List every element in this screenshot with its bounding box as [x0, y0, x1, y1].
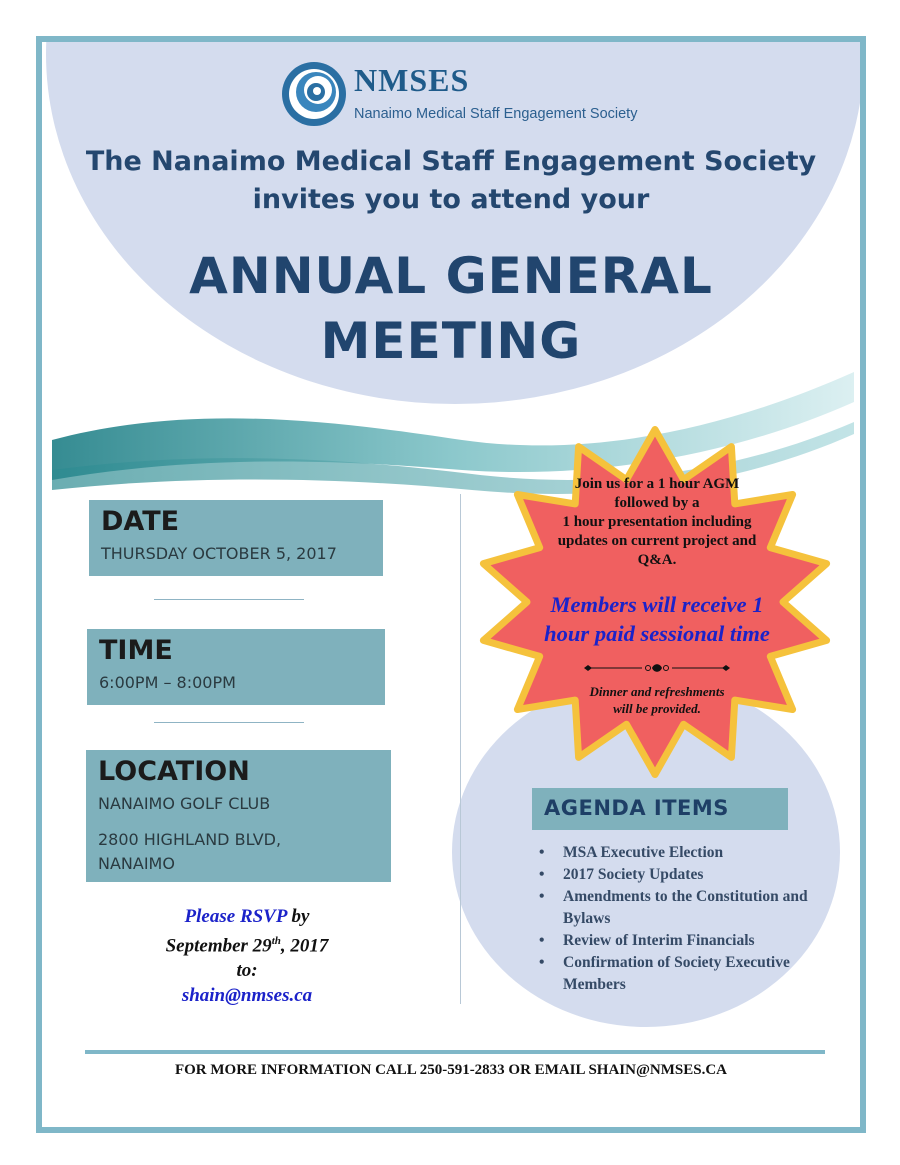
logo-subtitle: Nanaimo Medical Staff Engagement Society [354, 106, 638, 122]
rsvp-date-sup: th [271, 935, 281, 947]
footer-rule [85, 1050, 825, 1054]
location-box [86, 750, 391, 882]
invite-line-1: The Nanaimo Medical Staff Engagement Society [85, 146, 817, 177]
agenda-item: • MSA Executive Election [535, 842, 825, 864]
rsvp-line-2 [112, 929, 382, 958]
location-line-3: NANAIMO [98, 854, 175, 873]
rsvp-date-prefix: September 29 [165, 935, 272, 957]
star-highlight [497, 590, 817, 648]
rsvp-block [112, 904, 382, 1008]
location-label: LOCATION [98, 756, 250, 787]
agenda-item: • Amendments to the Constitution and Bylaws [535, 886, 825, 930]
flyer-frame [36, 36, 866, 1133]
agenda-list [535, 842, 825, 996]
star-note [512, 683, 802, 717]
date-box [89, 500, 383, 576]
rsvp-by: by [286, 906, 310, 927]
invite-line-2: invites you to attend your [252, 184, 650, 215]
time-label: TIME [99, 635, 173, 666]
star-highlight-line-1: Members will receive 1 [550, 592, 764, 617]
time-value: 6:00PM – 8:00PM [99, 673, 236, 692]
agenda-title: AGENDA ITEMS [544, 796, 729, 820]
footer-contact: FOR MORE INFORMATION CALL 250-591-2833 OR EMAIL SHAIN@NMSES.CA [174, 1062, 728, 1078]
divider-2 [154, 722, 304, 723]
rsvp-date-suffix: , 2017 [280, 935, 329, 957]
rsvp-to: to: [236, 960, 258, 982]
star-note-line-2: will be provided. [613, 701, 701, 716]
star-intro-line-2: followed by a [614, 495, 700, 511]
ornament-divider-icon [582, 660, 732, 676]
agenda-item: • Confirmation of Society Executive Members [535, 952, 825, 996]
nmses-logo [280, 60, 640, 130]
star-intro-line-5: Q&A. [637, 552, 677, 568]
spiral-logo-icon [280, 60, 348, 128]
rsvp-please: Please RSVP [184, 906, 287, 927]
star-intro-line-1: Join us for a 1 hour AGM [574, 476, 740, 492]
date-label: DATE [101, 506, 180, 537]
agenda-title-box [532, 788, 788, 830]
agenda-item: • 2017 Society Updates [535, 864, 825, 886]
date-value: THURSDAY OCTOBER 5, 2017 [101, 544, 337, 563]
star-intro-line-3: 1 hour presentation including [562, 514, 752, 530]
location-line-1: NANAIMO GOLF CLUB [98, 794, 271, 813]
event-title-line-2: MEETING [320, 312, 582, 370]
agenda-item: • Review of Interim Financials [535, 930, 825, 952]
star-intro-line-4: updates on current project and [557, 533, 757, 549]
star-intro [512, 475, 802, 570]
time-box [87, 629, 385, 705]
rsvp-email-link[interactable]: shain@nmses.ca [181, 985, 313, 1007]
event-title-line-1: ANNUAL GENERAL [189, 247, 713, 305]
logo-title: NMSES [354, 62, 470, 98]
location-line-2: 2800 HIGHLAND BLVD, [98, 830, 282, 849]
divider-1 [154, 599, 304, 600]
star-note-line-1: Dinner and refreshments [589, 684, 725, 699]
rsvp-line-1 [112, 904, 382, 929]
star-highlight-line-2: hour paid sessional time [544, 621, 770, 646]
